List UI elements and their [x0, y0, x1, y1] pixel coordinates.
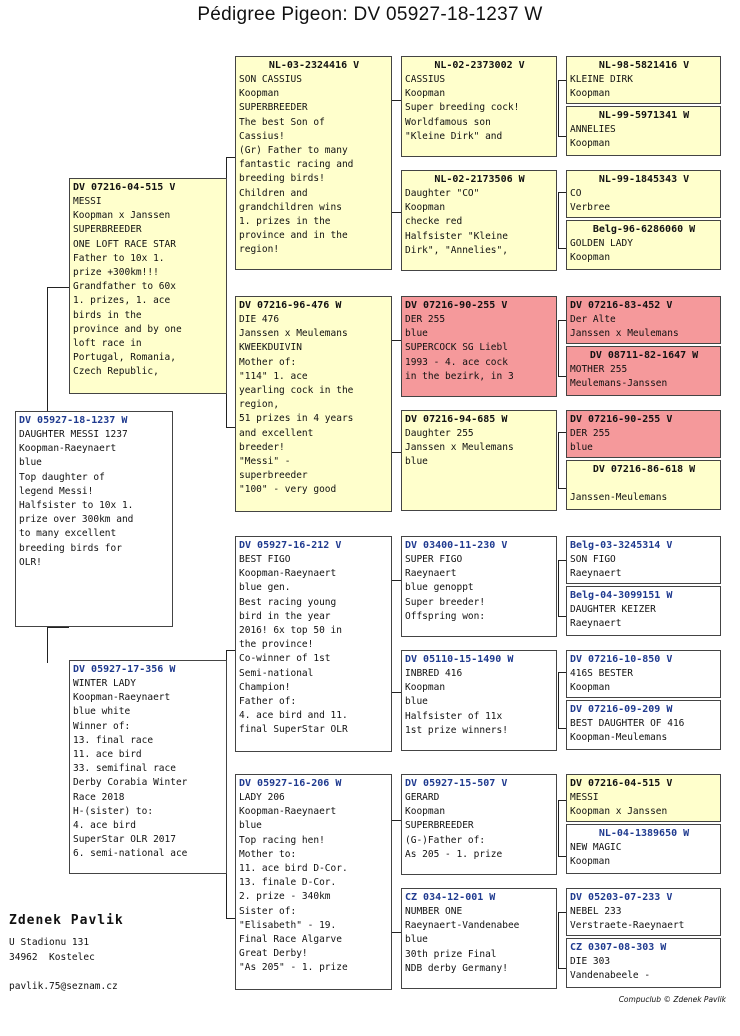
connector-line	[47, 627, 48, 663]
great-grandparent-description: ANNELIES Koopman	[570, 124, 616, 150]
great-grandparent-ring-number: Belg-04-3099151 W	[570, 590, 673, 601]
ss-sire-description: CASSIUS Koopman Super breeding cock! Worldfamous son "Kleine Dirk" and	[405, 74, 520, 142]
sire-sire-description: SON CASSIUS Koopman SUPERBREEDER The best Son of Cassius! (Gr) Father to many fantastic racing and breeding birds! Children and grandchildren wins 1. prizes in the province and in the region!	[239, 74, 354, 256]
dam-sire-card[interactable]	[235, 536, 392, 752]
great-grandparent-description: Janssen-Meulemans	[570, 492, 668, 504]
subject-description: DAUGHTER MESSI 1237 Koopman-Raeynaert blue Top daughter of legend Messi! Halfsister to 10x 1. prize over 300km and to many excellent breeding birds for OLR!	[19, 429, 134, 568]
connector-line	[558, 728, 566, 729]
great-grandparent-card[interactable]	[566, 700, 721, 750]
connector-line	[558, 672, 559, 728]
connector-line	[558, 968, 566, 969]
great-grandparent-card[interactable]	[566, 296, 721, 344]
connector-line	[558, 560, 559, 616]
connector-line	[558, 192, 566, 193]
great-grandparent-ring-number: CZ 0307-08-303 W	[570, 942, 667, 953]
owner-street: U Stadionu 131	[9, 937, 90, 948]
great-grandparent-ring-number: NL-99-5971341 W	[598, 110, 690, 121]
connector-line	[391, 820, 401, 821]
connector-line	[47, 287, 69, 288]
connector-line	[226, 918, 235, 919]
sire-dam-description: DIE 476 Janssen x Meulemans KWEEKDUIVIN Mother of: "114" 1. ace yearling cock in the region, 51 prizes in 4 years and excellent breeder! "Messi" - superbreeder "100" - very good	[239, 314, 354, 496]
connector-line	[558, 616, 566, 617]
great-grandparent-ring-number: DV 07216-90-255 V	[570, 414, 673, 425]
great-grandparent-description: DIE 303 Vandenabeele -	[570, 956, 651, 982]
sire-sire-card[interactable]	[235, 56, 392, 270]
connector-line	[391, 692, 401, 693]
great-grandparent-card[interactable]	[566, 106, 721, 156]
great-grandparent-card[interactable]	[566, 938, 721, 988]
great-grandparent-ring-number: DV 07216-04-515 V	[570, 778, 673, 789]
sire-sire-ring-number: NL-03-2324416 V	[268, 60, 360, 71]
connector-line	[391, 452, 401, 453]
connector-line	[391, 580, 401, 581]
great-grandparent-description: DER 255 blue	[570, 428, 611, 454]
great-grandparent-description: SON FIGO Raeynaert	[570, 554, 622, 580]
connector-line	[558, 856, 566, 857]
great-grandparent-ring-number: DV 08711-82-1647 W	[589, 350, 699, 361]
connector-line	[226, 157, 235, 158]
subject-pigeon-card[interactable]	[15, 411, 173, 627]
great-grandparent-ring-number: NL-98-5821416 V	[598, 60, 690, 71]
dam-dam-ring-number: DV 05927-16-206 W	[239, 778, 342, 789]
sire-ring-number: DV 07216-04-515 V	[73, 182, 176, 193]
connector-line	[47, 287, 48, 411]
ss-dam-description: Daughter "CO" Koopman checke red Halfsister "Kleine Dirk", "Annelies",	[405, 188, 508, 256]
sire-dam-ring-number: DV 07216-96-476 W	[239, 300, 342, 311]
ds-sire-card[interactable]	[401, 536, 557, 637]
great-grandparent-card[interactable]	[566, 888, 721, 936]
owner-email[interactable]: pavlik.75@seznam.cz	[9, 981, 118, 992]
connector-line	[558, 488, 566, 489]
sd-sire-ring-number: DV 07216-90-255 V	[405, 300, 508, 311]
connector-line	[558, 320, 559, 376]
great-grandparent-description: KLEINE DIRK Koopman	[570, 74, 633, 100]
connector-line	[558, 80, 566, 81]
connector-line	[558, 800, 566, 801]
connector-line	[558, 560, 566, 561]
great-grandparent-ring-number: Belg-03-3245314 V	[570, 540, 673, 551]
great-grandparent-description: Der Alte Janssen x Meulemans	[570, 314, 679, 340]
connector-line	[558, 672, 566, 673]
sd-dam-description: Daughter 255 Janssen x Meulemans blue	[405, 428, 514, 468]
connector-line	[558, 376, 566, 377]
great-grandparent-ring-number: Belg-96-6286060 W	[592, 224, 696, 235]
connector-line	[391, 340, 401, 341]
connector-line	[47, 627, 69, 628]
great-grandparent-card[interactable]	[566, 824, 721, 874]
great-grandparent-ring-number: DV 05203-07-233 V	[570, 892, 673, 903]
sd-dam-card[interactable]	[401, 410, 557, 511]
connector-line	[558, 800, 559, 856]
dam-sire-ring-number: DV 05927-16-212 V	[239, 540, 342, 551]
connector-line	[391, 100, 401, 101]
dam-sire-description: BEST FIGO Koopman-Raeynaert blue gen. Best racing young bird in the year 2016! 6x top 50 in the province! Co-winner of 1st Semi-national Champion! Father of: 4. ace bird and 11. final SuperStar OLR	[239, 554, 348, 736]
great-grandparent-description: MESSI Koopman x Janssen	[570, 792, 668, 818]
great-grandparent-card[interactable]	[566, 460, 721, 510]
connector-line	[558, 912, 566, 913]
great-grandparent-description: MOTHER 255 Meulemans-Janssen	[570, 364, 668, 390]
dam-description: WINTER LADY Koopman-Raeynaert blue white Winner of: 13. final race 11. ace bird 33. semifinal race Derby Corabia Winter Race 2018 H-(sister) to: 4. ace bird SuperStar OLR 2017 6. semi-national ace	[73, 678, 188, 860]
ss-dam-card[interactable]	[401, 170, 557, 271]
connector-line	[558, 248, 566, 249]
owner-city: 34962 Kostelec	[9, 952, 95, 963]
ds-sire-description: SUPER FIGO Raeynaert blue genoppt Super breeder! Offspring won:	[405, 554, 486, 622]
great-grandparent-card[interactable]	[566, 220, 721, 270]
sire-description: MESSI Koopman x Janssen SUPERBREEDER ONE LOFT RACE STAR Father to 10x 1. prize +300km!!! Grandfather to 60x 1. prizes, 1. ace birds in the province and by one loft race in Portugal, Romania, Czech Republic,	[73, 196, 182, 378]
connector-line	[558, 912, 559, 968]
great-grandparent-ring-number: DV 07216-10-850 V	[570, 654, 673, 665]
great-grandparent-description: NEBEL 233 Verstraete-Raeynaert	[570, 906, 685, 932]
ds-dam-description: INBRED 416 Koopman blue Halfsister of 11x 1st prize winners!	[405, 668, 508, 736]
sire-dam-card[interactable]	[235, 296, 392, 512]
great-grandparent-description: BEST DAUGHTER OF 416 Koopman-Meulemans	[570, 718, 685, 744]
great-grandparent-ring-number: DV 07216-09-209 W	[570, 704, 673, 715]
dd-sire-description: GERARD Koopman SUPERBREEDER (G-)Father of: As 205 - 1. prize	[405, 792, 503, 860]
ds-dam-ring-number: DV 05110-15-1490 W	[405, 654, 514, 665]
great-grandparent-ring-number: DV 07216-83-452 V	[570, 300, 673, 311]
great-grandparent-ring-number: NL-99-1845343 V	[598, 174, 690, 185]
dd-dam-ring-number: CZ 034-12-001 W	[405, 892, 496, 903]
great-grandparent-card[interactable]	[566, 536, 721, 584]
ss-dam-ring-number: NL-02-2173506 W	[434, 174, 525, 185]
great-grandparent-card[interactable]	[566, 56, 721, 104]
ds-dam-card[interactable]	[401, 650, 557, 751]
connector-line	[391, 932, 401, 933]
dam-ring-number: DV 05927-17-356 W	[73, 664, 176, 675]
connector-line	[558, 320, 566, 321]
dd-sire-card[interactable]	[401, 774, 557, 875]
dam-dam-description: LADY 206 Koopman-Raeynaert blue Top racing hen! Mother to: 11. ace bird D-Cor. 13. finale D-Cor. 2. prize - 340km Sister of: "Elisabeth" - 19. Final Race Algarve Great Derby! "As 205" - 1. prize	[239, 792, 348, 974]
great-grandparent-card[interactable]	[566, 586, 721, 636]
owner-name: Zdenek Pavlik	[9, 913, 124, 928]
page-title: Pédigree Pigeon: DV 05927-18-1237 W	[197, 4, 543, 25]
connector-line	[226, 427, 235, 428]
connector-line	[226, 650, 235, 651]
ss-sire-ring-number: NL-02-2373002 V	[434, 60, 525, 71]
connector-line	[558, 432, 566, 433]
connector-line	[558, 80, 559, 136]
copyright-footer: Compuclub © Zdenek Pavlik	[618, 995, 726, 1004]
great-grandparent-card[interactable]	[566, 774, 721, 822]
great-grandparent-description: DAUGHTER KEIZER Raeynaert	[570, 604, 656, 630]
great-grandparent-ring-number: DV 07216-86-618 W	[592, 464, 696, 475]
connector-line	[558, 432, 559, 488]
connector-line	[558, 136, 566, 137]
great-grandparent-description: NEW MAGIC Koopman	[570, 842, 622, 868]
ds-sire-ring-number: DV 03400-11-230 V	[405, 540, 508, 551]
dd-dam-description: NUMBER ONE Raeynaert-Vandenabee blue 30th prize Final NDB derby Germany!	[405, 906, 520, 974]
connector-line	[391, 212, 401, 213]
dd-sire-ring-number: DV 05927-15-507 V	[405, 778, 508, 789]
dam-card[interactable]	[69, 660, 227, 874]
sd-sire-description: DER 255 blue SUPERCOCK SG Liebl 1993 - 4. ace cock in the bezirk, in 3	[405, 314, 514, 382]
sd-dam-ring-number: DV 07216-94-685 W	[405, 414, 508, 425]
ss-sire-card[interactable]	[401, 56, 557, 157]
great-grandparent-card[interactable]	[566, 346, 721, 396]
sd-sire-card[interactable]	[401, 296, 557, 397]
great-grandparent-description: CO Verbree	[570, 188, 611, 214]
great-grandparent-card[interactable]	[566, 410, 721, 458]
great-grandparent-ring-number: NL-04-1389650 W	[598, 828, 690, 839]
great-grandparent-card[interactable]	[566, 170, 721, 218]
sire-card[interactable]	[69, 178, 227, 394]
subject-ring-number: DV 05927-18-1237 W	[19, 415, 128, 426]
connector-line	[558, 192, 559, 248]
dam-dam-card[interactable]	[235, 774, 392, 990]
dd-dam-card[interactable]	[401, 888, 557, 989]
great-grandparent-description: 416S BESTER Koopman	[570, 668, 633, 694]
great-grandparent-description: GOLDEN LADY Koopman	[570, 238, 633, 264]
great-grandparent-card[interactable]	[566, 650, 721, 698]
